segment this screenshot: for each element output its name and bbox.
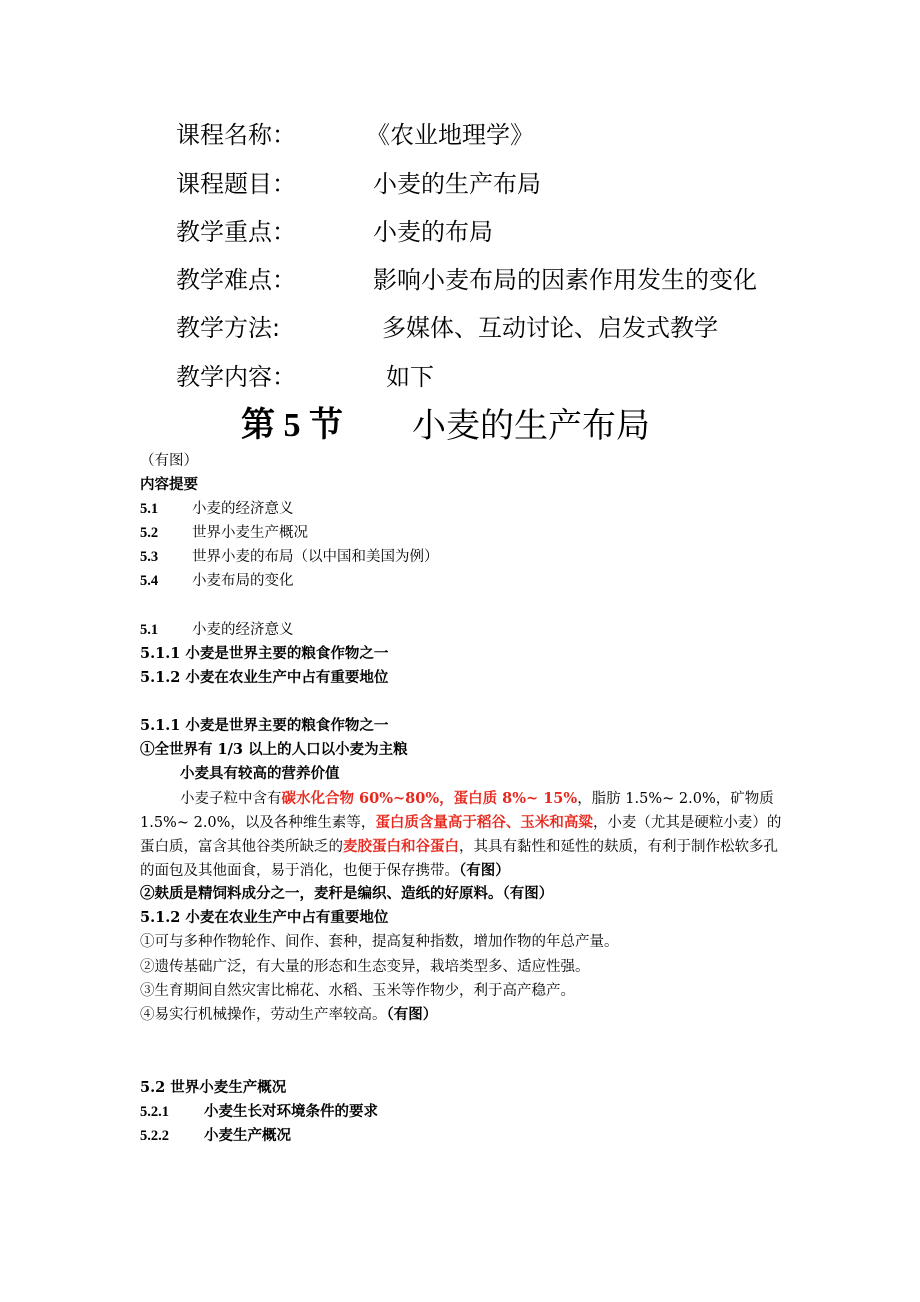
figure-note: （有图） — [140, 453, 198, 469]
list-item: ②遗传基础广泛，有大量的形态和生态变异，栽培类型多、适应性强。 — [140, 959, 590, 975]
para-highlight: 麦胶蛋白和谷蛋白 — [343, 838, 459, 855]
header-value-course-topic: 小麦的生产布局 — [373, 170, 541, 198]
list-item: ③生育期间自然灾害比棉花、水稻、玉米等作物少，利于高产稳产。 — [140, 983, 575, 999]
header-label-key-point: 教学重点： — [176, 218, 296, 246]
list-item-last — [140, 1005, 437, 1025]
section-5-1-1-heading: 5.1.1 小麦是世界主要的粮食作物之一 — [140, 717, 389, 734]
section-5-2-2-num: 5.2.2 — [140, 1128, 169, 1144]
para-text: 小麦子粒中含有 — [180, 791, 282, 807]
header-value-difficulty: 影响小麦布局的因素作用发生的变化 — [373, 266, 757, 294]
nutrition-paragraph — [140, 787, 790, 883]
section-5-1-sub2: 5.1.2 小麦在农业生产中占有重要地位 — [140, 669, 389, 686]
toc-num: 5.4 — [140, 573, 159, 589]
para-text: ，其具有黏性和延性的麸质，有利于制作松软多孔的面包及其他面食，易于消化，也便于保存携带。 — [140, 839, 778, 879]
section-5-2-2-text: 小麦生产概况 — [204, 1127, 291, 1144]
header-label-content: 教学内容： — [176, 363, 296, 391]
toc-text: 小麦布局的变化 — [192, 573, 294, 589]
toc-num: 5.2 — [140, 525, 159, 541]
header-value-key-point: 小麦的布局 — [373, 218, 493, 246]
point-1-sub: 小麦具有较高的营养价值 — [180, 765, 340, 782]
header-label-method: 教学方法: — [176, 314, 281, 342]
section-5-2-1-text: 小麦生长对环境条件的要求 — [204, 1103, 378, 1120]
section-5-1-num: 5.1 — [140, 622, 159, 638]
section-5-1-2-heading: 5.1.2 小麦在农业生产中占有重要地位 — [140, 909, 389, 926]
para-highlight: 蛋白质含量高于稻谷、玉米和高粱 — [375, 814, 593, 831]
toc-num: 5.1 — [140, 501, 159, 517]
point-2: ②麸质是精饲料成分之一，麦秆是编织、造纸的好原料。（有图） — [140, 885, 554, 902]
list-item-figure-note: （有图） — [386, 1006, 438, 1023]
page-title: 小麦的生产布局 — [412, 406, 650, 446]
point-1: ①全世界有 1/3 以上的人口以小麦为主粮 — [140, 741, 408, 758]
header-label-course-name: 课程名称： — [176, 121, 296, 149]
toc-text: 小麦的经济意义 — [192, 501, 294, 517]
para-highlight: 碳水化合物 60%~80%，蛋白质 8%~ 15% — [281, 790, 578, 807]
header-value-course-name: 《农业地理学》 — [366, 121, 534, 149]
section-5-1-sub1: 5.1.1 小麦是世界主要的粮食作物之一 — [140, 645, 389, 662]
section-5-2-1-num: 5.2.1 — [140, 1104, 169, 1120]
toc-text: 世界小麦的布局（以中国和美国为例） — [192, 549, 439, 565]
header-label-course-topic: 课程题目： — [176, 170, 296, 198]
header-value-method: 多媒体、互动讨论、启发式教学 — [382, 314, 718, 342]
header-label-difficulty: 教学难点： — [176, 266, 296, 294]
section-5-1-heading: 小麦的经济意义 — [192, 622, 294, 638]
section-number: 第 5 节 — [241, 407, 343, 444]
toc-title: 内容提要 — [140, 476, 198, 493]
para-figure-note: （有图） — [459, 862, 510, 879]
list-item-text: ④易实行机械操作，劳动生产率较高。 — [140, 1007, 387, 1023]
header-value-content: 如下 — [386, 363, 434, 391]
toc-text: 世界小麦生产概况 — [192, 525, 308, 541]
section-5-2-heading: 5.2 世界小麦生产概况 — [140, 1079, 287, 1096]
toc-num: 5.3 — [140, 549, 159, 565]
list-item: ①可与多种作物轮作、间作、套种，提高复种指数，增加作物的年总产量。 — [140, 934, 619, 950]
para-text: ，脂肪 1.5%~ 2.0%，矿物质 1.5%~ 2.0%，以及各种维生素等， — [140, 791, 774, 831]
para-text: ，小麦（尤其是硬粒小麦）的蛋白质，富含其他谷类所缺乏的 — [140, 815, 782, 855]
